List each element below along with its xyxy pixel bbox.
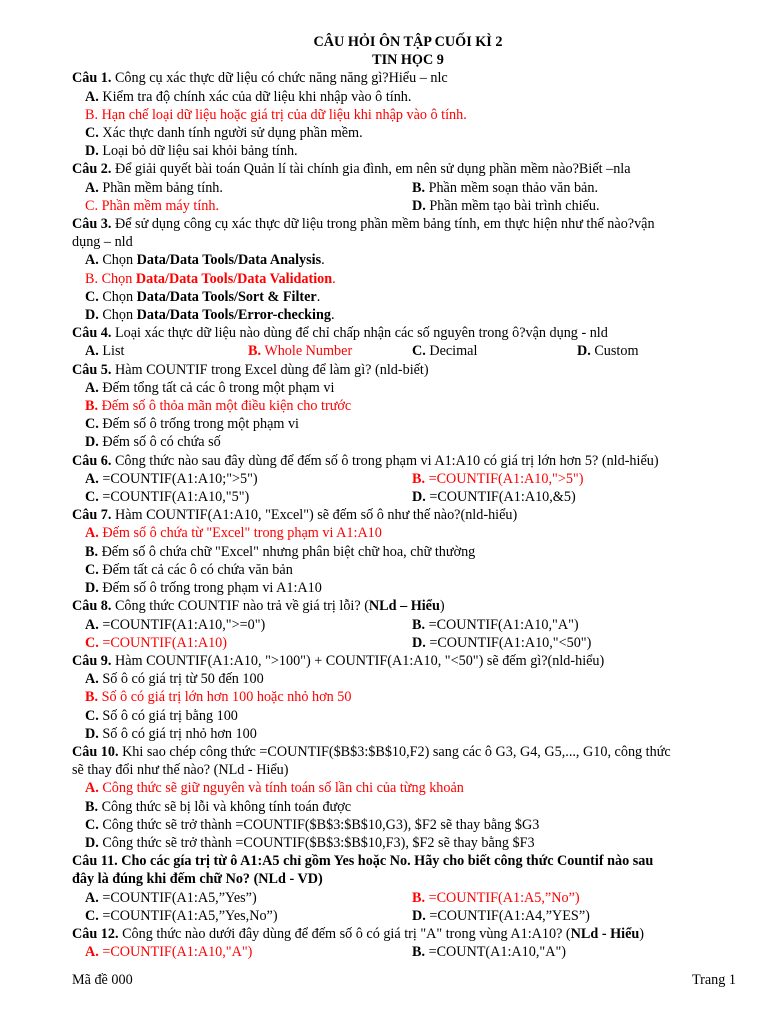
q4-options: [72, 342, 744, 360]
q2-option-b: B. Phần mềm soạn thảo văn bản.: [412, 179, 598, 196]
question-10: Câu 10. Khi sao chép công thức =COUNTIF($B$3:$B$10,F2) sang các ô G3, G4, G5,..., G10, công thức: [72, 743, 671, 760]
question-10-cont: sẽ thay đổi như thế nào? (NLd - Hiểu): [72, 762, 289, 779]
question-6: Câu 6. Công thức nào sau đây dùng để đếm số ô trong phạm vi A1:A10 có giá trị lớn hơn 5? (nld-hiểu): [72, 452, 659, 469]
q8-option-a: A. =COUNTIF(A1:A10,">=0"): [85, 616, 266, 633]
q6-option-c: C. =COUNTIF(A1:A10,"5"): [85, 489, 250, 506]
question-text: Công cụ xác thực dữ liệu có chức năng năng gì?Hiểu – nlc: [111, 70, 448, 87]
q5-option-c: C. Đếm số ô trống trong một phạm vi: [85, 416, 299, 433]
q4-option-a: A. List: [85, 343, 125, 360]
q9-option-d: D. Số ô có giá trị nhỏ hơn 100: [85, 725, 257, 742]
q10-option-d: D. Công thức sẽ trở thành =COUNTIF($B$3:$B$10,F3), $F2 sẽ thay bằng $F3: [85, 834, 535, 851]
q11-option-d: D. =COUNTIF(A1:A4,”YES”): [412, 907, 590, 924]
q5-option-b: B. Đếm số ô thỏa mãn một điều kiện cho trước: [85, 398, 352, 415]
q9-option-b: B. Số ô có giá trị lớn hơn 100 hoặc nhỏ hơn 50: [85, 689, 352, 706]
q4-option-c: C. Decimal: [412, 343, 478, 360]
question-7: Câu 7. Hàm COUNTIF(A1:A10, "Excel") sẽ đếm số ô như thế nào?(nld-hiểu): [72, 507, 518, 524]
q6-option-b: B. =COUNTIF(A1:A10,">5"): [412, 470, 584, 487]
page-title: CÂU HỎI ÔN TẬP CUỐI KÌ 2: [313, 34, 503, 50]
question-5: Câu 5. Hàm COUNTIF trong Excel dùng để làm gì? (nld-biết): [72, 361, 429, 378]
q7-option-b: B. Đếm số ô chứa chữ "Excel" nhưng phân biệt chữ hoa, chữ thường: [85, 543, 476, 560]
q10-option-b: B. Công thức sẽ bị lỗi và không tính toán được: [85, 798, 352, 815]
page-number: Trang 1: [691, 972, 736, 988]
q8-option-d: D. =COUNTIF(A1:A10,"<50"): [412, 634, 592, 651]
q8-option-b: B. =COUNTIF(A1:A10,"A"): [412, 616, 579, 633]
q2-option-d: D. Phần mềm tạo bài trình chiếu.: [412, 197, 600, 214]
question-3: Câu 3. Để sử dụng công cụ xác thực dữ liệu trong phần mềm bảng tính, em thực hiện như thế nào?vận: [72, 216, 655, 233]
q10-option-a: A. Công thức sẽ giữ nguyên và tính toán số lần chi của từng khoản: [85, 780, 464, 797]
question-2: Câu 2. Để giải quyết bài toán Quản lí tài chính gia đình, em nên sử dụng phần mềm nào?Biết –nla: [72, 161, 631, 178]
q11-options-row-2: [72, 907, 744, 925]
page-subtitle: TIN HỌC 9: [372, 52, 444, 69]
q7-option-c: C. Đếm tất cả các ô có chứa văn bản: [85, 561, 293, 578]
q3-option-a: A. Chọn Data/Data Tools/Data Analysis.: [85, 252, 325, 269]
q3-option-d: D. Chọn Data/Data Tools/Error-checking.: [85, 307, 335, 324]
q11-options-row-1: [72, 889, 744, 907]
q12-option-b: B. =COUNT(A1:A10,"A"): [412, 944, 566, 961]
question-4: Câu 4. Loại xác thực dữ liệu nào dùng để chỉ chấp nhận các số nguyên trong ô?vận dụng - nld: [72, 325, 608, 342]
page-footer: [72, 972, 736, 989]
q2-option-a: A. Phần mềm bảng tính.: [85, 179, 223, 196]
q6-options-row-2: [72, 488, 744, 506]
question-11: Câu 11. Cho các gía trị từ ô A1:A5 chỉ gồm Yes hoặc No. Hãy cho biết công thức Countif nào sau: [72, 853, 654, 870]
q11-option-c: C. =COUNTIF(A1:A5,”Yes,No”): [85, 907, 278, 924]
q1-option-c: C. Xác thực danh tính người sử dụng phần mềm.: [85, 125, 363, 142]
q4-option-b: B. Whole Number: [248, 343, 353, 360]
q4-option-d: D. Custom: [577, 343, 639, 360]
question-1: [72, 69, 744, 87]
q1-option-d: D. Loại bỏ dữ liệu sai khỏi bảng tính.: [85, 143, 298, 160]
q2-option-c: C. Phần mềm máy tính.: [85, 197, 219, 214]
q1-option-a: A. Kiểm tra độ chính xác của dữ liệu khi nhập vào ô tính.: [85, 88, 412, 105]
q7-option-d: D. Đếm số ô trống trong phạm vi A1:A10: [85, 580, 322, 597]
question-8: Câu 8. Công thức COUNTIF nào trả về giá trị lỗi? (NLd – Hiểu): [72, 598, 445, 615]
q8-option-c: C. =COUNTIF(A1:A10): [85, 634, 227, 651]
q2-options-row-1: [72, 179, 744, 197]
q12-option-a: A. =COUNTIF(A1:A10,"A"): [85, 944, 253, 961]
question-3-cont: dụng – nld: [72, 234, 133, 251]
q5-option-d: D. Đếm số ô có chứa số: [85, 434, 221, 451]
q5-option-a: A. Đếm tổng tất cả các ô trong một phạm vi: [85, 379, 335, 396]
exam-page: [72, 33, 744, 961]
q11-option-a: A. =COUNTIF(A1:A5,”Yes”): [85, 889, 257, 906]
q3-option-b: B. Chọn Data/Data Tools/Data Validation.: [85, 270, 336, 287]
q8-options-row-1: [72, 616, 744, 634]
q1-option-b: B. Hạn chế loại dữ liệu hoặc giá trị của dữ liệu khi nhập vào ô tính.: [85, 106, 467, 123]
exam-code: Mã đề 000: [72, 972, 133, 988]
question-9: Câu 9. Hàm COUNTIF(A1:A10, ">100") + COUNTIF(A1:A10, "<50") sẽ đếm gì?(nld-hiểu): [72, 652, 605, 669]
q6-options-row-1: [72, 470, 744, 488]
question-12: Câu 12. Công thức nào dưới đây dùng để đếm số ô có giá trị "A" trong vùng A1:A10? (NLd - Hiểu): [72, 925, 644, 942]
q12-options-row-1: [72, 943, 744, 961]
q3-option-c: C. Chọn Data/Data Tools/Sort & Filter.: [85, 288, 321, 305]
q9-option-c: C. Số ô có giá trị bằng 100: [85, 707, 238, 724]
q2-options-row-2: [72, 197, 744, 215]
q7-option-a: A. Đếm số ô chứa từ "Excel" trong phạm vi A1:A10: [85, 525, 382, 542]
q11-option-b: B. =COUNTIF(A1:A5,”No”): [412, 889, 580, 906]
q6-option-a: A. =COUNTIF(A1:A10;">5"): [85, 470, 258, 487]
q9-option-a: A. Số ô có giá trị từ 50 đến 100: [85, 671, 264, 688]
question-number: Câu 1.: [72, 70, 112, 87]
question-11-cont: đây là đúng khi đếm chữ No? (NLd - VD): [72, 871, 323, 888]
q10-option-c: C. Công thức sẽ trở thành =COUNTIF($B$3:$B$10,G3), $F2 sẽ thay bằng $G3: [85, 816, 540, 833]
q6-option-d: D. =COUNTIF(A1:A10,&5): [412, 489, 576, 506]
q8-options-row-2: [72, 634, 744, 652]
